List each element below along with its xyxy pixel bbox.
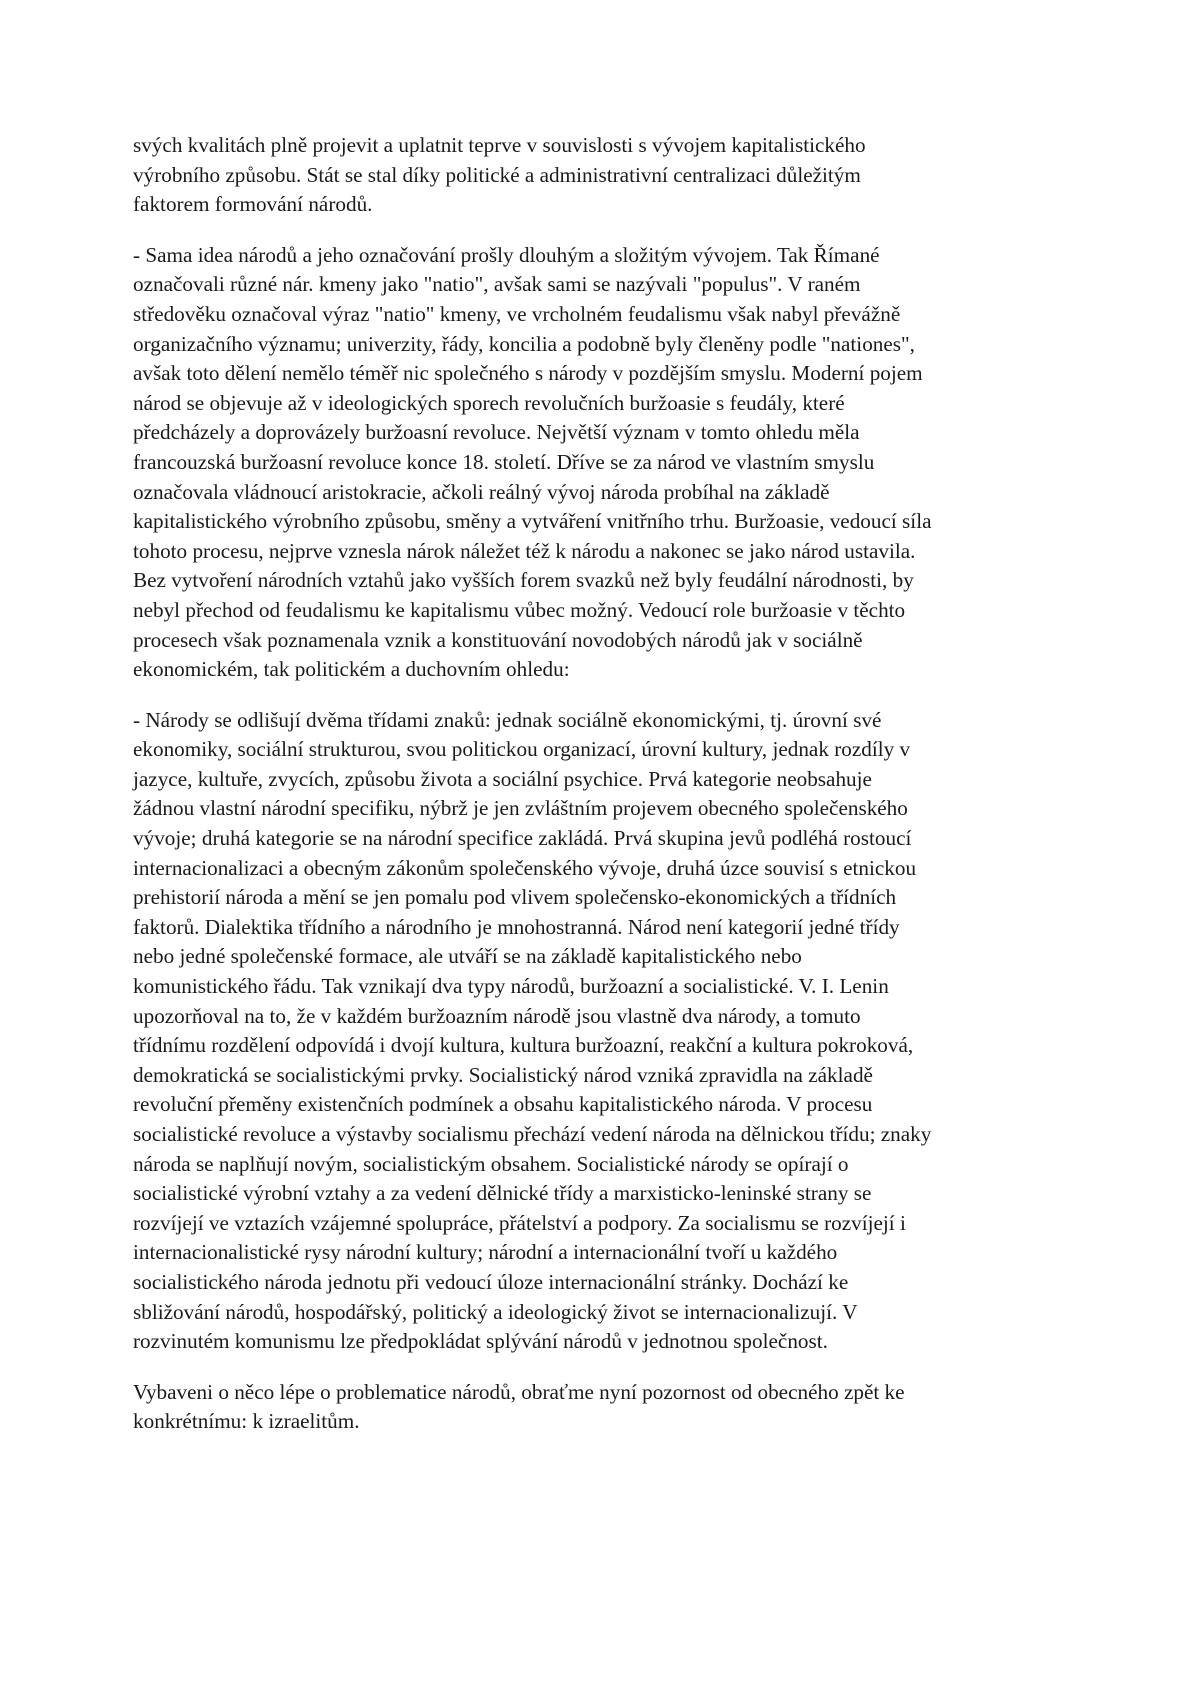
- text-line: výrobního způsobu. Stát se stal díky politické a administrativní centralizaci důležitým: [133, 162, 861, 187]
- text-line: faktorem formování národů.: [133, 192, 373, 217]
- paragraph-4: [133, 1378, 1033, 1437]
- text-line: revoluční přeměny existenčních podmínek a obsahu kapitalistického národa. V procesu: [133, 1092, 873, 1117]
- text-line: faktorů. Dialektika třídního a národního je mnohostranná. Národ není kategorií jedné třídy: [133, 914, 900, 939]
- text-line: konkrétnímu: k izraelitům.: [133, 1409, 360, 1434]
- text-line: prehistorií národa a mění se jen pomalu pod vlivem společensko-ekonomických a třídních: [133, 885, 897, 910]
- text-line: organizačního významu; univerzity, řády, koncilia a podobně byly členěny podle "nationes",: [133, 331, 915, 356]
- text-line: tohoto procesu, nejprve vznesla nárok náležet též k národu a nakonec se jako národ ustavila.: [133, 538, 916, 563]
- text-line: Bez vytvoření národních vztahů jako vyšších forem svazků než byly feudální národnosti, by: [133, 568, 914, 593]
- text-line: kapitalistického výrobního způsobu, směny a vytváření vnitřního trhu. Buržoasie, vedoucí síla: [133, 509, 932, 534]
- text-line: národ se objevuje až v ideologických sporech revolučních buržoasie s feudály, které: [133, 390, 845, 415]
- text-line: sbližování národů, hospodářský, politický a ideologický život se internacionalizují. V: [133, 1299, 858, 1324]
- text-line: vývoje; druhá kategorie se na národní specifice zakládá. Prvá skupina jevů podléhá rostoucí: [133, 826, 912, 851]
- text-line: jazyce, kultuře, zvycích, způsobu života a sociální psychice. Prvá kategorie neobsahuje: [133, 766, 872, 791]
- text-line: - Sama idea národů a jeho označování prošly dlouhým a složitým vývojem. Tak Římané: [133, 242, 880, 267]
- text-line: předcházely a doprovázely buržoasní revoluce. Největší význam v tomto ohledu měla: [133, 420, 860, 445]
- text-line: označovali různé nár. kmeny jako "natio", avšak sami se nazývali "populus". V raném: [133, 272, 861, 297]
- paragraph-3: [133, 706, 1033, 1357]
- text-line: ekonomiky, sociální strukturou, svou politickou organizací, úrovní kultury, jednak rozdíly v: [133, 737, 911, 762]
- text-line: národa se naplňují novým, socialistickým obsahem. Socialistické národy se opírají o: [133, 1151, 849, 1176]
- text-line: socialistického národa jednotu při vedoucí úloze internacionální stránky. Dochází ke: [133, 1269, 849, 1294]
- text-line: žádnou vlastní národní specifiku, nýbrž je jen zvláštním projevem obecného společenského: [133, 796, 908, 821]
- text-line: avšak toto dělení nemělo téměř nic společného s národy v pozdějším smyslu. Moderní pojem: [133, 361, 923, 386]
- text-line: označovala vládnoucí aristokracie, ačkoli reálný vývoj národa probíhal na základě: [133, 479, 830, 504]
- text-line: upozorňoval na to, že v každém buržoazním národě jsou vlastně dva národy, a tomuto: [133, 1003, 861, 1028]
- paragraph-1: [133, 131, 1033, 220]
- text-line: komunistického řádu. Tak vznikají dva typy národů, buržoazní a socialistické. V. I. Lenin: [133, 974, 889, 999]
- text-line: svých kvalitách plně projevit a uplatnit teprve v souvislosti s vývojem kapitalistického: [133, 133, 866, 157]
- text-line: demokratická se socialistickými prvky. Socialistický národ vzniká zpravidla na základě: [133, 1062, 873, 1087]
- text-line: internacionalizaci a obecným zákonům společenského vývoje, druhá úzce souvisí s etnickou: [133, 855, 917, 880]
- text-line: socialistické revoluce a výstavby socialismu přechází vedení národa na dělnickou třídu; znaky: [133, 1122, 932, 1146]
- text-line: nebyl přechod od feudalismu ke kapitalismu vůbec možný. Vedoucí role buržoasie v těchto: [133, 597, 906, 622]
- text-line: nebo jedné společenské formace, ale utváří se na základě kapitalistického nebo: [133, 944, 802, 969]
- text-line: - Národy se odlišují dvěma třídami znaků: jednak sociálně ekonomickými, tj. úrovní své: [133, 707, 882, 732]
- text-line: ekonomickém, tak politickém a duchovním ohledu:: [133, 657, 570, 682]
- text-line: internacionalistické rysy národní kultury; národní a internacionální tvoří u každého: [133, 1240, 838, 1265]
- text-line: rozvinutém komunismu lze předpokládat splývání národů v jednotnou společnost.: [133, 1329, 828, 1354]
- text-line: socialistické výrobní vztahy a za vedení dělnické třídy a marxisticko-leninské strany se: [133, 1181, 872, 1206]
- text-line: francouzská buržoasní revoluce konce 18. století. Dříve se za národ ve vlastním smyslu: [133, 449, 875, 474]
- text-line: rozvíjejí ve vztazích vzájemné spolupráce, přátelství a podpory. Za socialismu se rozvíjejí i: [133, 1210, 906, 1235]
- text-line: třídnímu rozdělení odpovídá i dvojí kultura, kultura buržoazní, reakční a kultura pokroková,: [133, 1033, 914, 1058]
- paragraph-2: [133, 241, 1033, 685]
- text-line: procesech však poznamenala vznik a konstituování novodobých národů jak v sociálně: [133, 627, 863, 652]
- text-line: středověku označoval výraz "natio" kmeny, ve vrcholném feudalismu však nabyl převážně: [133, 301, 901, 326]
- document-page: [133, 131, 1033, 1458]
- text-line: Vybaveni o něco lépe o problematice národů, obraťme nyní pozornost od obecného zpět ke: [133, 1379, 905, 1404]
